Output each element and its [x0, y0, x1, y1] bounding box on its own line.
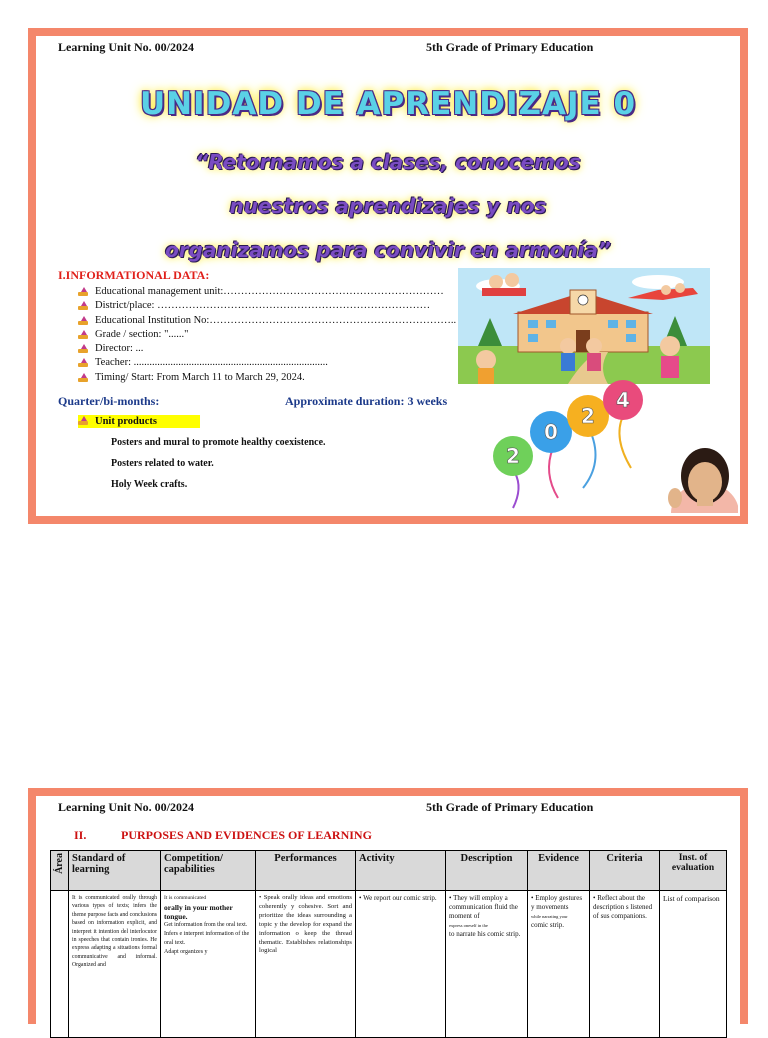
standard-cell: It is communicated orally through various types of texts; infers the theme purpose facts and conclusions based on information explicit, and interpret it intention del interlocutor in speeches that contain ironies. He express adapting a situations formal communicative and informal. Organized and	[69, 891, 161, 1038]
evidence-cell: • Employ gestures y movements while narrating your comic strip.	[528, 891, 590, 1038]
competence-cell: It is communicated orally in your mother tongue. Get information from the oral text. Infers e interpret information of the oral text. Adapt organizes y	[161, 891, 256, 1038]
balloon-digit: 0	[544, 420, 558, 444]
arrow-bullet-icon	[78, 358, 88, 368]
quarter-label: Quarter/bi-months:	[58, 394, 160, 408]
balloon-digit: 2	[506, 444, 520, 468]
subtitle-line: nuestros aprendizajes y nos	[229, 194, 547, 218]
description-cell: • They will employ a communication fluid the moment of express oneself in the to narrate his comic strip.	[446, 891, 528, 1038]
column-header: Evidence	[528, 851, 590, 891]
performances-cell: • Speak orally ideas and emotions coherently y cohesive. Sort and prioritize the ideas surrounding a topic y the develop for expand the information o keep the thread thematic. Establishes relationships logical	[256, 891, 356, 1038]
arrow-bullet-icon	[78, 301, 88, 311]
informational-data-heading: I.INFORMATIONAL DATA:	[58, 268, 210, 282]
area-cell	[51, 891, 69, 1038]
product-item: Posters and mural to promote healthy coexistence.	[111, 437, 326, 448]
subtitle-line: organizamos para convivir en armonía”	[165, 238, 611, 262]
header-grade: 5th Grade of Primary Education	[426, 40, 594, 54]
list-item: Teacher: ..........................................................................	[78, 356, 456, 370]
column-header: Performances	[256, 851, 356, 891]
criteria-cell: • Reflect about the description s listened of sus companions.	[590, 891, 660, 1038]
section-title: PURPOSES AND EVIDENCES OF LEARNING	[121, 828, 372, 842]
instrument-cell: List of comparison	[660, 891, 727, 1038]
table-row	[51, 891, 727, 1038]
arrow-bullet-icon	[78, 316, 88, 326]
header-unit-number: Learning Unit No. 00/2024	[58, 40, 195, 54]
column-header: Description	[446, 851, 528, 891]
arrow-bullet-icon	[78, 416, 88, 426]
list-item: Grade / section: "......"	[78, 328, 456, 342]
page-1	[28, 28, 748, 524]
product-item: Posters related to water.	[111, 458, 214, 469]
balloon-digit: 4	[616, 388, 630, 412]
subtitle-line: “Retornamos a clases, conocemos	[195, 150, 581, 174]
list-item: Educational management unit:………………………………………………………	[78, 285, 456, 299]
unit-subtitle	[48, 140, 728, 272]
arrow-bullet-icon	[78, 344, 88, 354]
arrow-bullet-icon	[78, 330, 88, 340]
product-item: Holy Week crafts.	[111, 479, 188, 490]
page-2	[28, 788, 748, 1024]
list-item: Timing/ Start: From March 11 to March 29, 2024.	[78, 371, 456, 385]
informational-data-list	[78, 285, 456, 385]
balloon-digit: 2	[581, 404, 595, 428]
arrow-bullet-icon	[78, 373, 88, 383]
header-grade: 5th Grade of Primary Education	[426, 800, 594, 814]
section-heading	[74, 828, 372, 843]
section-number: II.	[74, 828, 87, 842]
column-header: Inst. of evaluation	[660, 851, 727, 891]
header-unit-number: Learning Unit No. 00/2024	[58, 800, 195, 814]
list-item: Educational Institution No:……………………………………………………………..	[78, 314, 456, 328]
column-header: Competition/ capabilities	[161, 851, 256, 891]
list-item: Director: ...	[78, 342, 456, 356]
list-item: District/place: ……………………………………………………………………	[78, 299, 456, 313]
learning-table	[50, 850, 727, 1038]
arrow-bullet-icon	[78, 287, 88, 297]
table-header-row	[51, 851, 727, 891]
column-header: Standard of learning	[69, 851, 161, 891]
column-header: Área	[51, 851, 69, 891]
duration-label: Approximate duration: 3 weeks	[285, 394, 448, 408]
column-header: Activity	[356, 851, 446, 891]
column-header: Criteria	[590, 851, 660, 891]
unit-title: UNIDAD DE APRENDIZAJE 0	[139, 86, 637, 122]
balloons-2024-illustration	[483, 378, 738, 513]
school-children-illustration	[458, 268, 710, 384]
unit-products-heading: Unit products	[78, 415, 200, 428]
activity-cell: • We report our comic strip.	[356, 891, 446, 1038]
